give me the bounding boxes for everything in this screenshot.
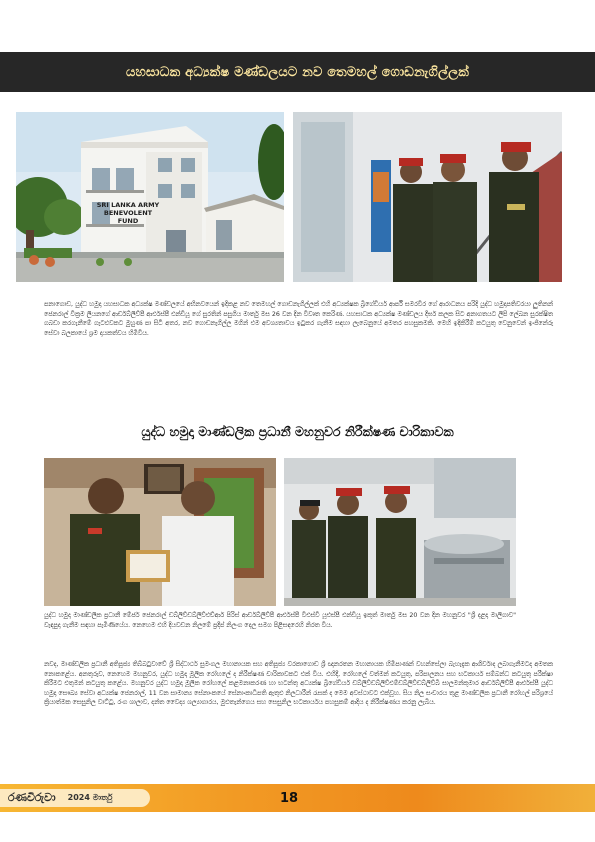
article-headline: යහසාධක අධ්‍යක්ෂ මණ්ඩලයට නව තෙමහල් ගොඩනැගිල්ලක් (125, 64, 469, 80)
hospital-inspection-photo (284, 458, 516, 606)
opening-ceremony-photo (293, 112, 562, 282)
magazine-logo: රණවිරුවා (8, 791, 56, 804)
header-banner (0, 52, 595, 92)
article1-paragraph: පනාගොඩ, යුද්ධ හමුදා යහසාධක අධ්‍යක්ෂ මණ්ඩලයේ අභිනවයෙන් ඉදිකළ නව තෙමහල් ගොඩනැගිල්ලක් එහි අධ්‍යක්ෂක බ්‍රිගේඩියර් ආර්පී සමරවීර ගේ ආරාධනය පරිදි යුද්ධ හමුදාපතිවරයා ලුතිනන් ජෙනරාල් වික්‍රම ලියනගේ ආර්ඩබ්ලිව්පී ආර්එස්පී එන්ඩියූ ගේ සුරතින් පසුගිය මාර්තු මස 26 වන දින විවෘත කෙරිණ. යහසාධක අධ්‍යක්ෂ මණ්ඩලය දීර්ඝ කලක සිට අනාගතයට ලිපි ලේඛන සුරක්ෂිත ගබඩා කරගැනීමේ ගැටළුවකට මුහුණ පා සිටි අතර, නව ගොඩනැගිල්ල මගින් එම අවශ්‍යතාවය ඉටුකර ගැනීම සඳහා ලැබෙනුයේ අමතර පහසුකමකි. මෙහි ඉදිකිරීම් කටයුතු වෙනුවෙන් ඉංජිනේරු සේවා බලකායේ ශ්‍රම දායකත්වය හිමිවිය. (44, 301, 553, 337)
sign-line-3: FUND (117, 217, 139, 225)
building-photo (16, 112, 284, 282)
sign-line-1: SRI LANKA ARMY (96, 201, 160, 209)
article2-caption: යුද්ධ හමුදා මාණ්ඩලික ප්‍රධානී මේජර් ජෙනරාල් ඩබ්ලිව්ඩබ්ලිව්එච්ආර් පිරිස් ආර්ඩබ්ලිව්පී ආර්එස්පී විඑස්වී යූඑස්පී එන්ඩියූ ඉකුත් මාර්තු මස 20 වන දින මහනුවර "ශ්‍රී දළදා මාලිගාව" වැඳපුදා ගැනීම සඳහා පැමිණියේය. නෙහෙම එහි දියවඩන නිලමේ ප්‍රදීප් නිලංග දෙල සමග පිළිසඳරෙහි නිරත විය. (44, 612, 516, 629)
page-number: 18 (280, 791, 299, 806)
issue-date: 2024 මාර්තු (67, 793, 113, 802)
section2-headline: යුද්ධ හමුදා මාණ්ඩලික ප්‍රධානී මහනුවර නිරීක්ෂණ චාරිකාවක (141, 424, 454, 439)
sign-line-2: BENEVOLENT (103, 209, 153, 217)
footer-masthead (0, 789, 150, 807)
article2-paragraph: නවද, මාණ්ඩලික ප්‍රධානී අතිපූජ්‍ය තිබ්බටුවාවේ ශ්‍රී සිද්ධාර්ථ සුමංගල මහානායක සහ අතිපූජ්‍ය වරකාගොඩ ශ්‍රී ඥානරතන මහානායක හිමිපාණන් වහන්සේලා බැහැදැක ආශිර්වාද ලබාගැනීමටද අමතක නොකළේය. අනතුරුව, නෙහෙම මහනුවර, යුද්ධ හමුදා මූලික රෝහලේ ද නිරීක්ෂණ චාරිකාවකට එක් විය. එහිදී, රෝහලේ වත්මන් කටයුතු, පරිපාලනය සහ භටකාර්ය සම්බන්ධ කටයුතු පරීක්ෂා කිරීමට එතුමන් කටයුතු කළේය. මහනුවර යුද්ධ හමුදා මූලික රෝහලේ කළමනාකරණ හා භටන්තු අධ්‍යක්ෂ බ්‍රිගේඩියර් ඩබ්ලිව්ඩබ්ලිව්එම්ඩබ්ලිව්ඩබ්ලිව්බී සාලමන්කුමාර ආර්ඩබ්ලිව්පී ආර්එස්පී යුද්ධ හමුදා සෞඛ්‍ය සේවා අධ්‍යක්ෂ ජෙනරාල්, 11 වන සාමාන්‍ය සේනාංකයේ සේනාංකාධිපති ඇතුළු නිලධාරීන් රැසක් ද මෙම අවස්ථාවට එක්වූහ. සිය නිල සංචාරය තුළ මාණ්ඩලික ප්‍රධානී රෝහල් පරිශ්‍රයේ ක්‍රියාත්මක සෙසුනිල වාට්ටු, රංග ශාලාව, දන්ත වෛද්‍ය ශල්‍යාගාරය, මුළුතැන්ගෙය සහ සෙසුනිල භටකාර්යය පහසුකම් ආදිය ද නිරීක්ෂණය කරනු ලැබීය. (44, 661, 553, 707)
temple-presentation-photo (44, 458, 276, 606)
